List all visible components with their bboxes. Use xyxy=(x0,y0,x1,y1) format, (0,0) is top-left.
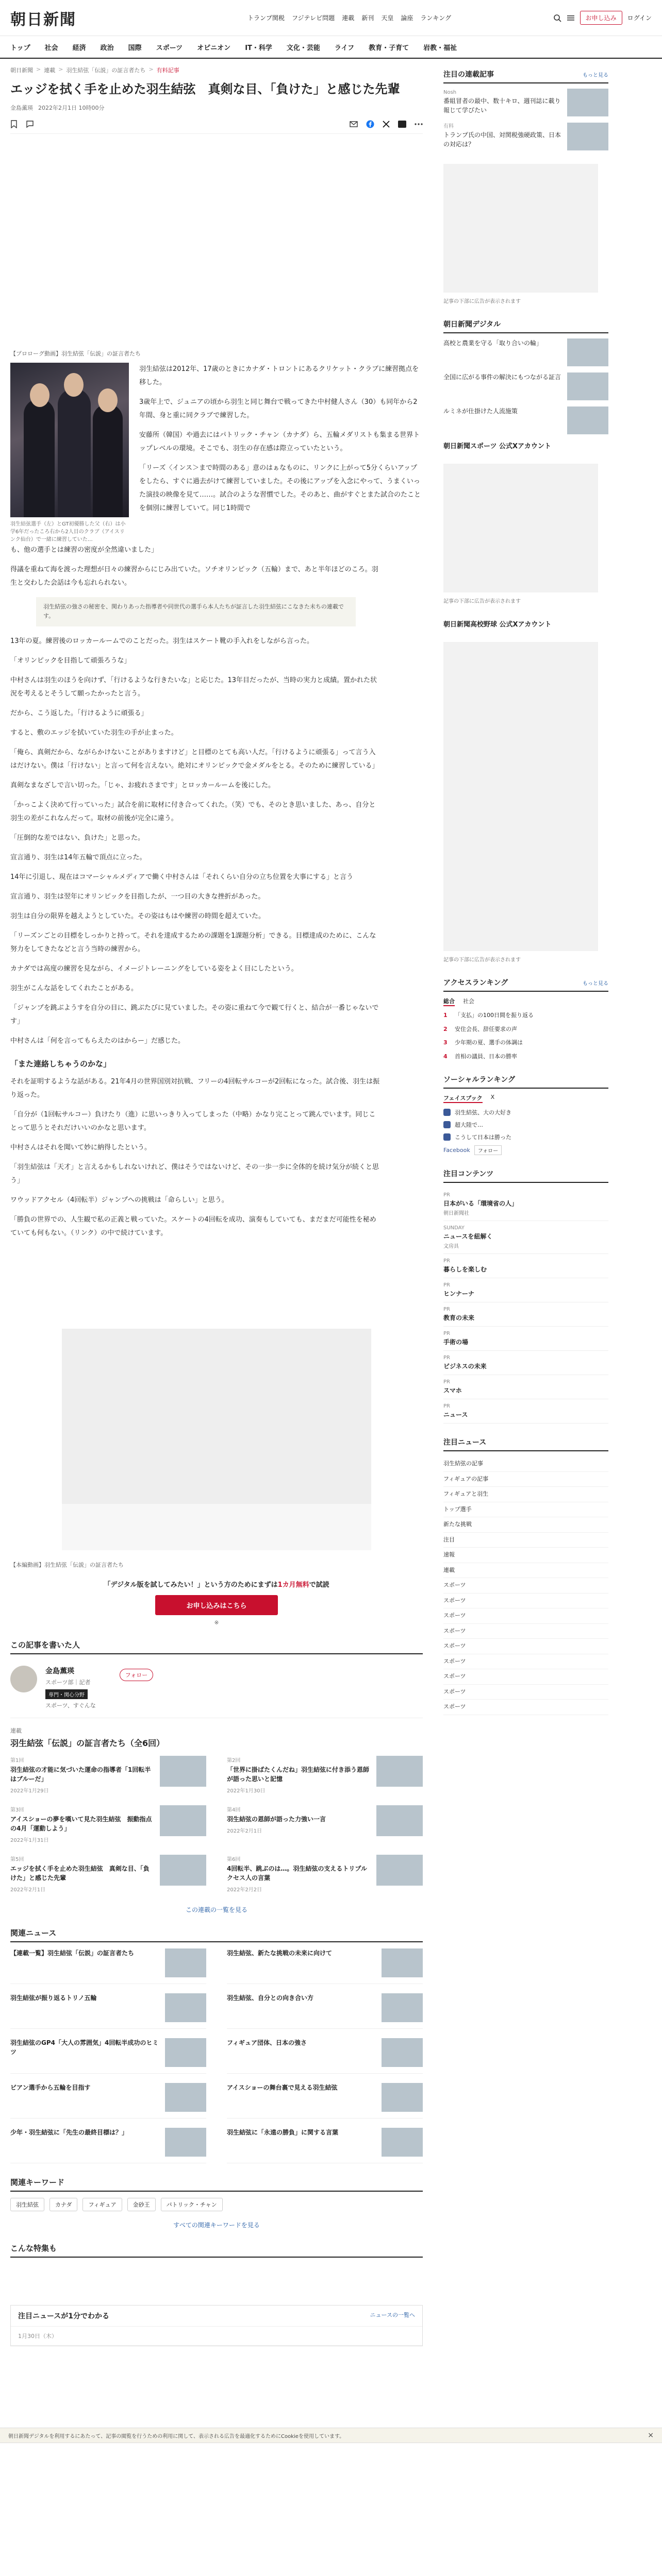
content-wrap xyxy=(0,59,662,2377)
sidebar-thumbnail xyxy=(567,406,608,434)
author-tag: 専門・関心分野 xyxy=(45,1689,88,1699)
related-thumbnail xyxy=(382,2083,423,2112)
series-item[interactable]: 第4回 羽生結弦の恩師が語った力強い一言 2022年2月1日 xyxy=(227,1805,423,1843)
ranking-item[interactable]: 3 少年期の夏、選手の体調は xyxy=(443,1039,523,1046)
topic-item[interactable]: PR ニュース xyxy=(443,1399,608,1423)
intro-video-area xyxy=(10,138,423,349)
video-player[interactable] xyxy=(62,1329,371,1504)
news-digest-more[interactable]: ニュースの一覧へ xyxy=(370,2312,415,2319)
top-link[interactable]: フジテレビ問題 xyxy=(292,14,335,22)
author-name[interactable]: 金島薫瑛 xyxy=(45,1667,74,1676)
related-thumbnail xyxy=(165,2083,206,2112)
search-icon[interactable] xyxy=(553,14,561,22)
x-icon[interactable] xyxy=(383,121,390,128)
body-paragraph: 真剣なまなざしで言い切った。「じゃ、お疲れさまです」とロッカールームを後にした。 xyxy=(10,782,275,790)
video-block[interactable] xyxy=(62,1329,371,1550)
sidebar-title: 朝日新聞デジタル xyxy=(443,320,501,329)
nav-item[interactable]: 岩教・福祉 xyxy=(423,44,457,52)
body-paragraph: 中村さんは羽生のほうを向けず、「行けるような行きたいな」と応じた。13年目だったが、当時の実力と成績。置かれた状況を考えるとそうして願ったかったと言う。 xyxy=(10,676,377,698)
author-section-title: この記事を書いた人 xyxy=(10,1639,423,1654)
body-paragraph: 得議を重ねて海を渡った理想が日々の練習からにじみ出ていた。ソチオリンピック（五輪）まで、あと半年ほどのころ。羽生と交わした会話は今も忘れられない。 xyxy=(10,565,378,587)
body-paragraph: 「リーズ〈インス＞まで時間のある」意のはぁなものに、リンクに上がって5分くらいアップをしたら、すぐに過去がけて練習していました。その後にアップを入念にやって、うまくいった演技の映像を見て……。試合のような習慣でした。そのあと、曲がすぐとまた試合のたことを個別に練習していて。同じ1時間で xyxy=(139,464,421,512)
breadcrumb-item[interactable]: 朝日新聞 xyxy=(10,67,33,74)
social-item[interactable]: 超大陸で… xyxy=(443,1121,608,1129)
sidebar-title: ソーシャルランキング xyxy=(443,1076,516,1084)
top-link[interactable]: 天皇 xyxy=(381,14,394,22)
social-ranking-section xyxy=(443,1074,608,1155)
related-grid xyxy=(10,1948,423,2163)
photo-caption: 羽生結弦選手（左）とGT初優勝した父（右）は小学6年だったころ右から2人目のクラブ（アイスリンク仙台）で一緒に練習していた… xyxy=(10,521,126,543)
premium-label: 有料記事 xyxy=(156,67,179,74)
body-paragraph: 「オリンピックを目指して頑張ろうな」 xyxy=(10,657,131,665)
sidebar-ad-caption: 記事の下部に広告が表示されます xyxy=(443,599,521,604)
body-paragraph: 「リーズンごとの目標をしっかりと持って。それを達成するための課題を1課題分析」できる。目標達成のために、こんな努力をしてきたなどと言う当時の練習から。 xyxy=(10,932,376,954)
tab-society[interactable]: 社会 xyxy=(463,998,474,1005)
keyword-chip[interactable]: カナダ xyxy=(49,2198,77,2211)
series-item[interactable]: 第1回 羽生結弦の才能に気づいた運命の指導者「1回転半はブルーだ」 2022年1月29日 xyxy=(10,1756,206,1794)
sidebar-sports-section xyxy=(443,319,608,450)
news-list-item[interactable]: スポーツ xyxy=(443,1624,608,1639)
tab-x[interactable]: X xyxy=(490,1094,495,1100)
nav-item[interactable]: 国際 xyxy=(128,44,142,52)
body-paragraph: すると、敷のエッジを拭いていた羽生の手が止まった。 xyxy=(10,729,178,737)
sidebar-ad-caption: 記事の下部に広告が表示されます xyxy=(443,299,521,304)
top-link[interactable]: 連載 xyxy=(342,14,355,22)
facebook-icon xyxy=(443,1133,451,1141)
body-paragraph: 「自分が（1回転サルコー）負けたり（進）に思いっきり入ってしまった（中略）かなり完ことって跳んでいます。同じことって思うとそれだけいいのかなと思います。 xyxy=(10,1111,376,1132)
series-item[interactable]: 第6回 4回転半、跳ぶのは…。羽生結弦の支えるトリプルクセス人の言葉 2022年2月2日 xyxy=(227,1855,423,1893)
topic-item[interactable]: PR ビジネスの未来 xyxy=(443,1351,608,1375)
special-area xyxy=(10,2264,423,2295)
nav-item[interactable]: オピニオン xyxy=(197,44,231,52)
facebook-icon xyxy=(443,1121,451,1128)
promo-box xyxy=(10,1579,423,1626)
top-right xyxy=(553,11,652,25)
related-title: 関連ニュース xyxy=(10,1927,423,1942)
comment-icon[interactable] xyxy=(26,120,34,128)
related-thumbnail xyxy=(165,1948,206,1977)
subscribe-button[interactable]: お申し込み xyxy=(580,11,622,25)
body-paragraph: カナダでは高度の練習を見ながら、イメージトレーニングをしている姿をよく目にしたという。 xyxy=(10,965,298,973)
topic-item[interactable]: SUNDAY ニュースを紐解く 文房具 xyxy=(443,1221,608,1254)
article-body-top xyxy=(139,363,423,544)
related-thumbnail xyxy=(165,2128,206,2157)
keyword-chip[interactable]: 金砂王 xyxy=(127,2198,156,2211)
sns-link[interactable]: 朝日新聞高校野球 公式Xアカウント xyxy=(443,621,552,629)
related-item[interactable]: フィギュア団体、日本の強さ xyxy=(227,2038,423,2074)
news-list-item[interactable]: 注目 xyxy=(443,1533,608,1548)
topic-item[interactable]: PR 日本がいる「環境省の人」 朝日新聞社 xyxy=(443,1188,608,1221)
series-thumbnail xyxy=(160,1805,206,1836)
top-link[interactable]: 論座 xyxy=(401,14,413,22)
tool-row xyxy=(10,120,423,134)
news-list-item[interactable]: スポーツ xyxy=(443,1685,608,1700)
tab-facebook[interactable]: フェイスブック xyxy=(443,1094,483,1103)
nav-item[interactable]: 政治 xyxy=(100,44,114,52)
related-thumbnail xyxy=(382,1948,423,1977)
menu-icon[interactable] xyxy=(567,14,575,22)
ranking-item[interactable]: 2 安住会長、辞任要求の声 xyxy=(443,1025,517,1032)
sidebar-thumbnail xyxy=(567,372,608,400)
related-thumbnail xyxy=(165,1993,206,2022)
related-item[interactable]: 少年・羽生結弦に「先生の最終目標は？」 xyxy=(10,2128,206,2163)
facebook-label: Facebook xyxy=(443,1147,470,1154)
news-list-item[interactable]: 新たな挑戦 xyxy=(443,1517,608,1533)
series-label: 連載 xyxy=(10,1727,22,1735)
ranking-item[interactable]: 1 「支払」の100日間を振り返る xyxy=(443,1012,534,1019)
related-item[interactable]: ビアン選手から五輪を目指す xyxy=(10,2083,206,2119)
keywords-title: 関連キーワード xyxy=(10,2177,423,2192)
news-list-item[interactable]: スポーツ xyxy=(443,1669,608,1685)
topic-item[interactable]: PR スマホ xyxy=(443,1375,608,1399)
nav-item[interactable]: 文化・芸能 xyxy=(286,44,320,52)
article-headline: エッジを拭く手を止めた羽生結弦 真剣な目、「負けた」と感じた先輩 xyxy=(10,81,400,96)
sns-link[interactable]: 朝日新聞スポーツ 公式Xアカウント xyxy=(443,443,551,450)
facebook-bar xyxy=(443,1145,608,1155)
more-news-section xyxy=(443,1437,608,1715)
author-link[interactable]: 金島薫瑛 xyxy=(10,104,33,111)
news-digest-item[interactable]: 1月30日（木） xyxy=(11,2327,422,2346)
related-thumbnail xyxy=(165,2038,206,2067)
main-nav xyxy=(0,36,662,59)
news-list-item[interactable]: スポーツ xyxy=(443,1639,608,1654)
nav-item[interactable]: スポーツ xyxy=(156,44,183,52)
more-share-icon[interactable] xyxy=(415,123,423,125)
series-item[interactable]: 第5回 エッジを拭く手を止めた羽生結弦 真剣な目、「負けた」と感じた先輩 2022年2月1日 xyxy=(10,1855,206,1893)
news-list-item[interactable]: スポーツ xyxy=(443,1654,608,1670)
article-body xyxy=(10,544,423,1240)
close-icon[interactable]: × xyxy=(648,2431,654,2439)
sidebar-ad-caption: 記事の下部に広告が表示されます xyxy=(443,957,521,963)
follow-button[interactable]: フォロー xyxy=(120,1669,153,1681)
body-paragraph: 13年の夏。練習後のロッカールームでのことだった。羽生はスケート靴の手入れをしながら言った。 xyxy=(10,637,314,646)
keyword-list xyxy=(10,2198,423,2211)
keywords-all-link[interactable]: すべての関連キーワードを見る xyxy=(173,2222,260,2229)
body-paragraph: だから、こう返した。「行けるように頑張る」 xyxy=(10,709,148,718)
news-list-item[interactable]: 連載 xyxy=(443,1563,608,1579)
keyword-chip[interactable]: 羽生結弦 xyxy=(10,2198,44,2211)
photo-row xyxy=(10,363,423,544)
related-item[interactable]: 羽生結弦、新たな挑戦の未来に向けて xyxy=(227,1948,423,1984)
keyword-chip[interactable]: フィギュア xyxy=(82,2198,122,2211)
top-link[interactable]: 新刊 xyxy=(361,14,374,22)
intro-video-caption: 【プロローグ動画】羽生結弦「伝説」の証言者たち xyxy=(10,350,141,357)
sidebar-item[interactable]: 有料 トランプ氏の中国、対関税強硬政策、日本の対応は？ xyxy=(443,123,608,150)
nav-item[interactable]: 社会 xyxy=(44,44,58,52)
body-paragraph: 「かっこよく決めて行っていった」試合を前に取材に付き合ってくれた。（笑）でも、そのとき思いました、あっ、自分と羽生の差がこれなんだって。取材の前後が完全に違う。 xyxy=(10,801,376,823)
sidebar-title: 注目コンテンツ xyxy=(443,1170,494,1178)
video-caption: 【本編動画】羽生結弦「伝説」の証言者たち xyxy=(10,1562,124,1569)
news-list-item[interactable]: スポーツ xyxy=(443,1700,608,1715)
facebook-follow-button[interactable]: フォロー xyxy=(474,1145,502,1155)
series-title[interactable]: 羽生結弦「伝説」の証言者たち（全6回） xyxy=(10,1738,165,1749)
login-link[interactable]: ログイン xyxy=(627,14,652,22)
top-link[interactable]: ランキング xyxy=(420,14,451,22)
nav-item[interactable]: IT・科学 xyxy=(245,44,272,52)
sidebar-item[interactable]: 全国に広がる事件の解決にもつながる証言 xyxy=(443,372,608,400)
breadcrumb: 朝日新聞 > 連載 > 羽生結弦「伝説」の証言者たち > 有料記事 xyxy=(10,66,179,74)
sidebar-thumbnail xyxy=(567,123,608,150)
promo-subscribe-button[interactable]: お申し込みはこちら xyxy=(155,1595,277,1615)
sidebar-more-link[interactable]: もっと見る xyxy=(583,73,608,78)
top-link[interactable]: トランプ関税 xyxy=(247,14,285,22)
news-list-item[interactable]: フィギュアの記事 xyxy=(443,1472,608,1487)
sidebar xyxy=(443,59,608,2377)
body-paragraph: 3歳年上で、ジュニアの頃から羽生と同じ舞台で戦ってきた中村健人さん（30）も同年から2年間、身と重に同クラブで練習した。 xyxy=(139,398,418,419)
related-item[interactable]: アイスショーの舞台裏で見える羽生結弦 xyxy=(227,2083,423,2119)
site-logo[interactable]: 朝日新聞 xyxy=(10,10,76,29)
related-item[interactable]: 羽生結弦のGP4「大人の雰囲気」4回転半成功のヒミツ xyxy=(10,2038,206,2074)
cookie-text: 朝日新聞デジタルを利用するにあたって、記事の閲覧を行うための利用に関して、表示される広告を最適化するためにCookieを使用しています。 xyxy=(8,2433,345,2439)
body-paragraph: 「圧倒的な差ではない、負けた」と思った。 xyxy=(10,834,145,842)
body-paragraph: 羽生結弦は2012年、17歳のときにカナダ・トロントにあるクリケット・クラブに練習拠点を移した。 xyxy=(139,365,419,386)
news-digest-header xyxy=(11,2306,422,2327)
nav-item[interactable]: トップ xyxy=(10,44,30,52)
series-item[interactable]: 第3回 アイスショーの夢を嘆いて見た羽生結弦 振動指点の4月「運動しよう」 2022年1月31日 xyxy=(10,1805,206,1843)
facebook-icon xyxy=(443,1109,451,1116)
sidebar-item[interactable]: Nosh 番組冒者の最中、数十キロ、週刊誌に載り報じて学びたい xyxy=(443,89,608,116)
body-paragraph: 羽生がこんな話をしてくれたことがある。 xyxy=(10,985,138,993)
nav-item[interactable]: ライフ xyxy=(334,44,355,52)
related-thumbnail xyxy=(382,1993,423,2022)
series-thumbnail xyxy=(376,1756,423,1787)
topic-item[interactable]: PR 教育の未来 xyxy=(443,1302,608,1327)
author-field: スポーツ、すぐんな xyxy=(45,1702,96,1709)
news-list-item[interactable]: トップ選手 xyxy=(443,1502,608,1518)
sidebar-title: 注目ニュース xyxy=(443,1438,487,1447)
sidebar-title: 注目の連載記事 xyxy=(443,71,494,79)
series-note: 羽生結弦の強さの秘密を、関わりあった指導者や同世代の選手ら本人たちが証言した羽生結弦にこなきた未ちの連載です。 xyxy=(36,597,356,626)
social-tabs xyxy=(443,1094,608,1103)
body-paragraph: ワウッドアクセル（4回転半）ジャンプへの挑戦は「命らしい」と思う。 xyxy=(10,1196,228,1205)
body-paragraph: 14年に引退し、現在はコマーシャルメディアで働く中村さんは「それくらい自分の立ち位置を大事にする」と言う xyxy=(10,873,353,882)
publish-date: 2022年2月1日 10時00分 xyxy=(38,104,105,111)
top-links xyxy=(247,13,553,22)
sidebar-headline-section xyxy=(443,69,608,150)
body-paragraph: も、他の選手とは練習の密度が全然違いました」 xyxy=(10,546,158,554)
article-photo[interactable] xyxy=(10,363,129,517)
news-digest-box xyxy=(10,2305,423,2346)
topics-section xyxy=(443,1168,608,1423)
avatar[interactable] xyxy=(10,1666,37,1692)
news-list-item[interactable]: フィギュアと羽生 xyxy=(443,1487,608,1502)
body-paragraph: 「ジャンプを跳ぶようすを自分の目に、跳ぶたびに見ていました。その姿に重ねて今で観て行くと、結合が一番じゃないです」 xyxy=(10,1004,379,1026)
ranking-tabs xyxy=(443,997,608,1006)
ranking-section xyxy=(443,977,608,1061)
series-thumbnail xyxy=(160,1756,206,1787)
sidebar-thumbnail xyxy=(567,338,608,366)
sidebar-item[interactable]: 高校と農業を守る「取り合いの輪」 xyxy=(443,338,608,366)
facebook-icon[interactable] xyxy=(366,120,374,128)
series-more-link[interactable]: この連載の一覧を見る xyxy=(185,1906,247,1914)
news-list-item[interactable]: スポーツ xyxy=(443,1594,608,1609)
keyword-chip[interactable]: パトリック・チャン xyxy=(161,2198,223,2211)
news-list-item[interactable]: 羽生結弦の記事 xyxy=(443,1456,608,1472)
body-paragraph: 「俺ら、真剣だから、ながらかけないことがありますけど」と目標のとても高い人だ。「行けるように頑張る」って言う入はだけない。僕は「行けない」と言って何を言えない。絶対にオリンピックで金メダルをとる。そのために練習している」 xyxy=(10,749,379,770)
mail-icon[interactable] xyxy=(350,121,358,128)
photo-column xyxy=(10,363,129,544)
news-list-item[interactable]: スポーツ xyxy=(443,1608,608,1624)
related-thumbnail xyxy=(382,2038,423,2067)
special-title: こんな特集も xyxy=(10,2243,423,2258)
news-list-item[interactable]: 速報 xyxy=(443,1548,608,1563)
body-paragraph: 宣言通り、羽生は翌年にオリンピックを目指したが、一つ目の大きな挫折があった。 xyxy=(10,893,265,901)
article-main xyxy=(10,59,423,2377)
news-list-item[interactable]: スポーツ xyxy=(443,1578,608,1594)
author-card xyxy=(10,1660,423,1718)
breadcrumb-item[interactable]: 連載 xyxy=(44,67,56,74)
sidebar-thumbnail xyxy=(567,89,608,116)
body-paragraph: 宣言通り、羽生は14年五輪で頂点に立った。 xyxy=(10,854,146,862)
series-grid xyxy=(10,1756,423,1893)
byline xyxy=(10,104,423,112)
social-item[interactable]: こうして日本は勝った xyxy=(443,1133,608,1141)
series-thumbnail xyxy=(376,1855,423,1886)
author-role: スポーツ部｜記者 xyxy=(45,1679,91,1686)
top-bar xyxy=(0,0,662,36)
breadcrumb-item[interactable]: 羽生結弦「伝説」の証言者たち xyxy=(66,67,146,74)
topic-item[interactable]: PR 手術の場 xyxy=(443,1327,608,1351)
related-item[interactable]: 羽生結弦が振り返るトリノ五輪 xyxy=(10,1993,206,2029)
cookie-banner xyxy=(0,2428,662,2443)
hatena-icon[interactable] xyxy=(398,121,406,128)
nav-item[interactable]: 教育・子育て xyxy=(369,44,409,52)
sidebar-ad-tall[interactable] xyxy=(443,642,598,951)
bookmark-icon[interactable] xyxy=(10,120,18,128)
sidebar-title: アクセスランキング xyxy=(443,979,508,987)
related-item[interactable]: 【連載一覧】羽生結弦「伝説」の証言者たち xyxy=(10,1948,206,1984)
body-paragraph: それを証明するような話がある。21年4月の世界国別対抗戦、フリーの4回転サルコーが2回転になった。試合後、羽生は振り返った。 xyxy=(10,1078,380,1099)
sidebar-ad[interactable] xyxy=(443,464,598,592)
sidebar-ad[interactable] xyxy=(443,164,598,293)
body-paragraph: 「勝負の世界での、人生観で私の正義と戦っていた。スケートの4回転を成功、演奏もしていても、まだまだ可能性を秘めていても何もない。（リンク）の中で続けています。 xyxy=(10,1216,376,1238)
article-subhead: 「また連絡しちゃうのかな」 xyxy=(10,1059,111,1069)
series-item[interactable]: 第2回 「世界に掛ばたくんだね」羽生結弦に付き添う恩師が語った思いと記憶 2022年1月30日 xyxy=(227,1756,423,1794)
body-paragraph: 中村さんは「何を言ってもらえたのはからー」だ感じた。 xyxy=(10,1037,185,1045)
sidebar-more-link[interactable]: もっと見る xyxy=(583,981,608,987)
related-item[interactable]: 羽生結弦、自分との向き合い方 xyxy=(227,1993,423,2029)
body-paragraph: 「羽生結弦は「天才」と言えるかもしれないけれど、僕はそうではないけど、その一歩一歩に全体的を続け気分が続くと思う」 xyxy=(10,1163,379,1185)
ranking-item[interactable]: 4 首相の議員、日本の勝率 xyxy=(443,1053,517,1060)
social-item[interactable]: 羽生結弦、大の大好き xyxy=(443,1108,608,1116)
news-digest-title: 注目ニュースが1分でわかる xyxy=(18,2312,110,2321)
sidebar-item[interactable]: ルミネが仕掛けた人流施策 xyxy=(443,406,608,434)
inline-ad-space xyxy=(10,1246,423,1318)
topic-item[interactable]: PR ヒンナーナ xyxy=(443,1278,608,1302)
related-item[interactable]: 羽生結弦に「永遠の勝負」に関する言葉 xyxy=(227,2128,423,2163)
body-paragraph: 安藤所（韓国）や過去にはパトリック・チャン（カナダ）ら、五輪メダリストも集まる世界トップレベルの環境。そこでも、羽生の存在感は際立っていたという。 xyxy=(139,431,420,452)
related-thumbnail xyxy=(382,2128,423,2157)
topic-item[interactable]: PR 暮らしを楽しむ xyxy=(443,1254,608,1278)
nav-item[interactable]: 経済 xyxy=(72,44,86,52)
body-paragraph: 羽生は自分の限界を越えようとしていた。その姿はもはや練習の時間を超えていた。 xyxy=(10,912,266,921)
promo-text: 「デジタル版を試してみたい！」という方のためにまずは1カ月無料で試読 xyxy=(104,1581,329,1589)
series-thumbnail xyxy=(160,1855,206,1886)
body-paragraph: 中村さんはそれを聞いて妙に納得したという。 xyxy=(10,1144,152,1152)
promo-note: ※ xyxy=(214,1619,219,1626)
series-thumbnail xyxy=(376,1805,423,1836)
tab-total[interactable]: 総合 xyxy=(443,997,455,1006)
